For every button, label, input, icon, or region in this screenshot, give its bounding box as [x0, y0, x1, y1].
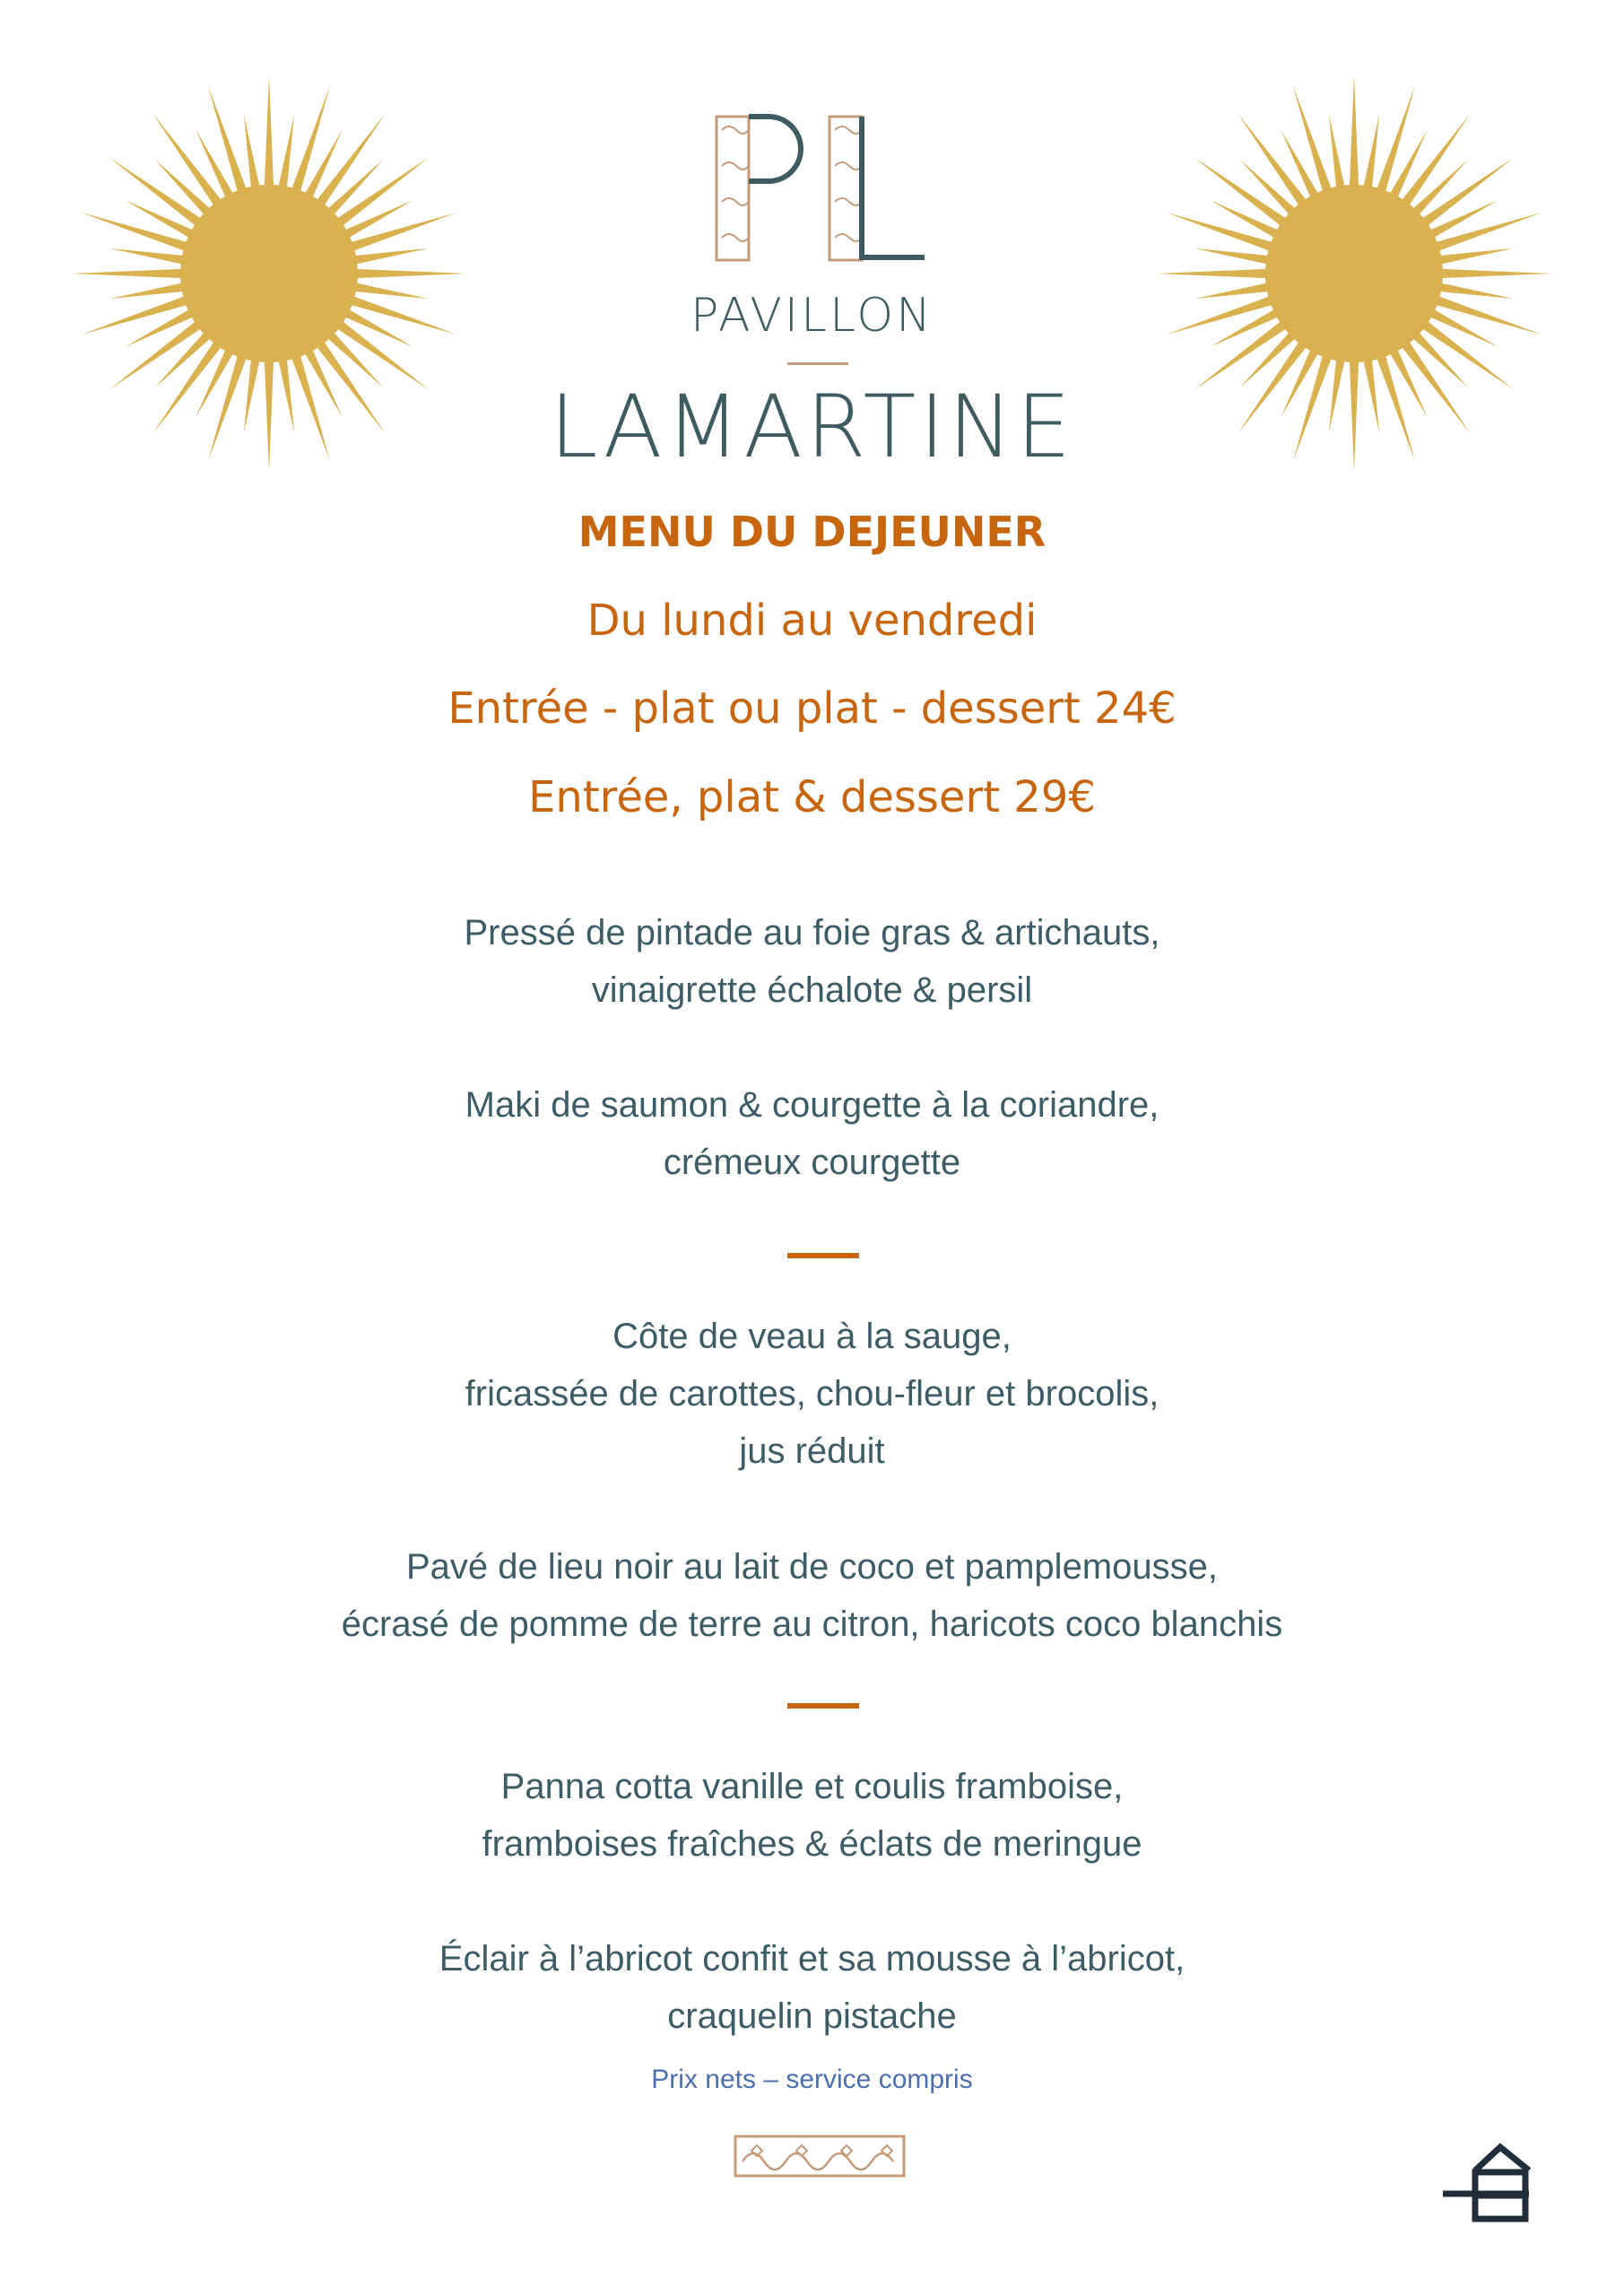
section-divider	[787, 1703, 859, 1709]
formula-price-1: Entrée - plat ou plat - dessert 24€	[447, 683, 1177, 734]
starter-item	[0, 1076, 1624, 1191]
dessert-item	[0, 1930, 1624, 2045]
brand-name-top: PAVILLON	[690, 289, 934, 343]
dish-line: jus réduit	[739, 1431, 885, 1471]
floral-ornament-icon	[734, 2135, 906, 2178]
dish-line: Côte de veau à la sauge,	[612, 1317, 1012, 1356]
dish-line: fricassée de carottes, chou-fleur et brocolis,	[465, 1374, 1159, 1413]
house-logo-icon	[1439, 2135, 1547, 2224]
main-item	[0, 1538, 1624, 1653]
menu-title: MENU DU DEJEUNER	[578, 508, 1046, 556]
brand-name-bottom: LAMARTINE	[550, 377, 1074, 477]
dish-line: Pressé de pintade au foie gras & artichauts,	[464, 913, 1160, 952]
menu-days: Du lundi au vendredi	[586, 596, 1038, 646]
dish-line: Panna cotta vanille et coulis framboise,	[500, 1767, 1124, 1806]
dish-line: vinaigrette échalote & persil	[591, 970, 1033, 1010]
formula-price-2: Entrée, plat & dessert 29€	[528, 772, 1096, 822]
section-divider	[787, 1253, 859, 1258]
price-note: Prix nets – service compris	[651, 2065, 973, 2094]
logo-monogram	[713, 112, 928, 265]
dish-line: Maki de saumon & courgette à la coriandre,	[465, 1085, 1159, 1125]
logo-divider	[787, 362, 848, 365]
dish-line: framboises fraîches & éclats de meringue	[482, 1824, 1142, 1864]
dish-line: craquelin pistache	[667, 1996, 957, 2036]
dish-line: Éclair à l’abricot confit et sa mousse à l’abricot,	[439, 1939, 1185, 1979]
main-item	[0, 1308, 1624, 1480]
starter-item	[0, 904, 1624, 1019]
dish-line: écrasé de pomme de terre au citron, haricots coco blanchis	[341, 1605, 1283, 1644]
dish-line: crémeux courgette	[663, 1143, 961, 1182]
dish-line: Pavé de lieu noir au lait de coco et pamplemousse,	[406, 1547, 1218, 1587]
dessert-item	[0, 1758, 1624, 1873]
